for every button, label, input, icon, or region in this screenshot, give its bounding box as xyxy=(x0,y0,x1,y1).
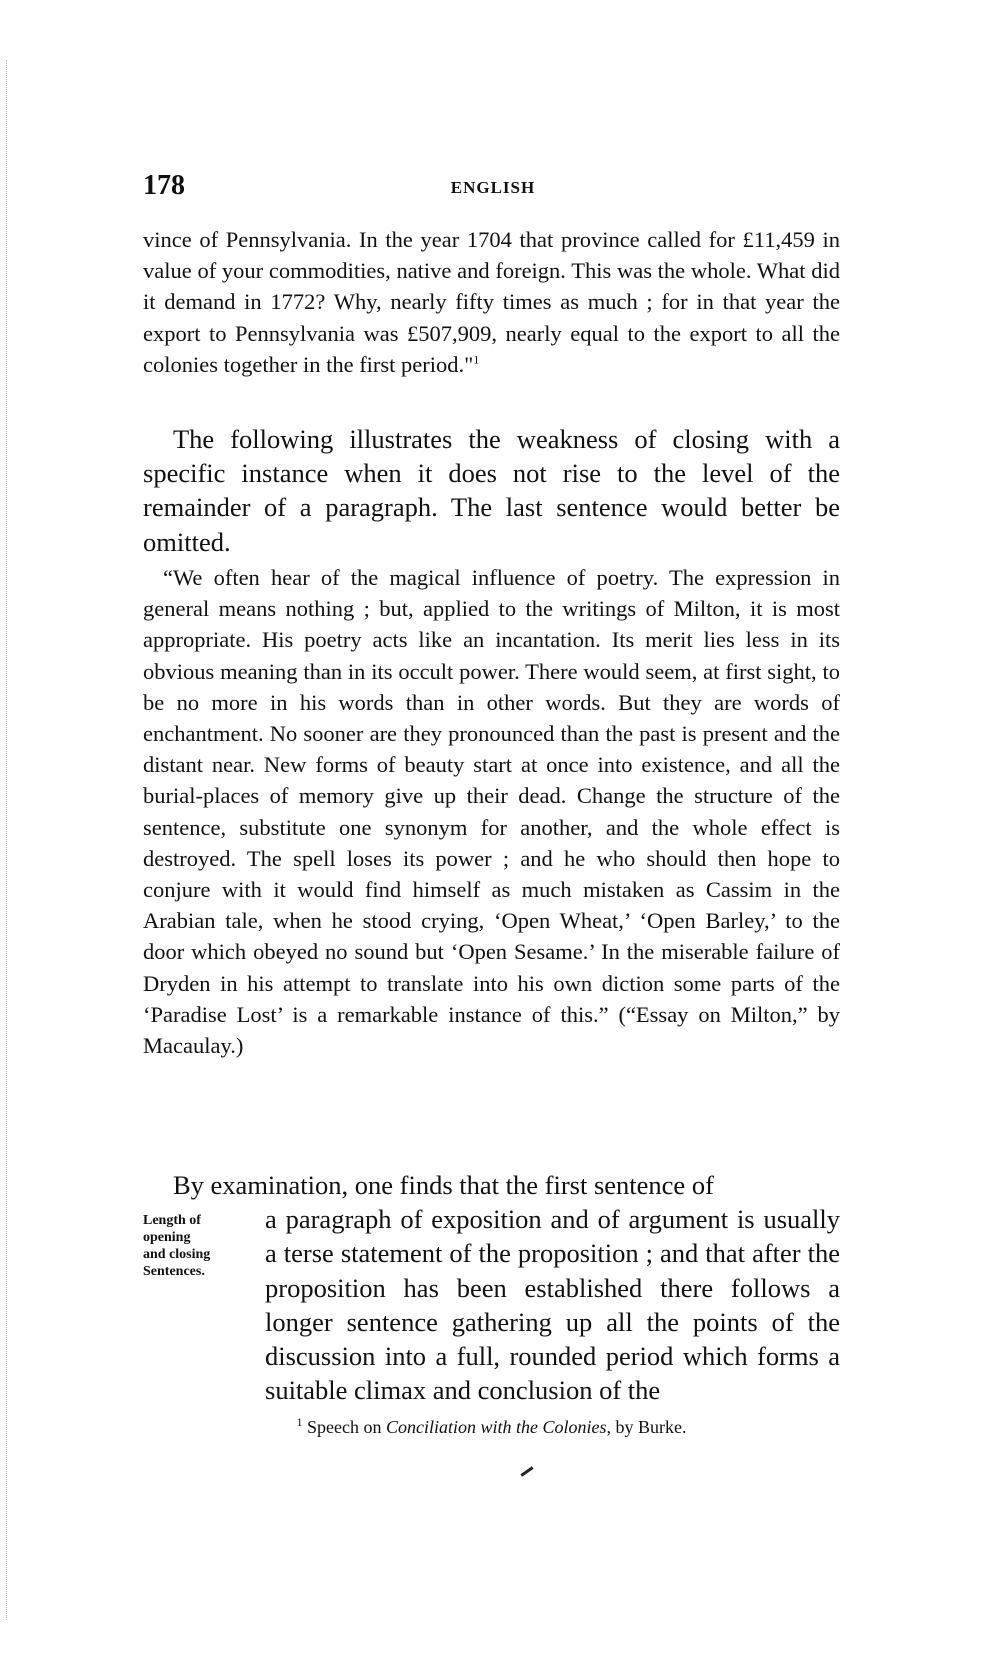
margin-note-line: Sentences. xyxy=(143,1264,205,1279)
quotation-macaulay: “We often hear of the magical influence of poetry. The expression in general means nothing ; but, applied to the writings of Milton, it is most appropriate. His poetry acts like an incantation. Its merit lies less in its obvious meaning than in its occult power. There would seem, at first sight, to be no more in his words than in other words. But they are words of enchantment. No sooner are they pronounced than the past is present and the distant near. New forms of beauty start at once into existence, and all the burial-places of memory give up their dead. Change the structure of the sentence, substitute one synonym for another, and the whole effect is destroyed. The spell loses its power ; and he who should then hope to conjure with it would find himself as much mistaken as Cassim in the Arabian tale, when he stood crying, ‘Open Wheat,’ ‘Open Barley,’ to the door which obeyed no sound but ‘Open Sesame.’ In the miserable failure of Dryden in his attempt to translate into his own diction some parts of the ‘Paradise Lost’ is a remarkable instance of this.” (“Essay on Milton,” by Macaulay.) xyxy=(143,565,840,1059)
paragraph-continuation xyxy=(143,224,840,380)
footnote-marker: 1 xyxy=(296,1415,303,1429)
footnote-ref: 1 xyxy=(473,352,480,367)
paragraph-opening-closing xyxy=(143,1168,840,1407)
footnote-prefix: Speech on xyxy=(307,1417,386,1437)
page-header xyxy=(143,170,843,210)
paragraph-text: a paragraph of exposition and of argument is usually a terse statement of the proposition ; and that after the proposition has been established there follows a longer sentence gathering up all the points of the discussion into a full, rounded period which forms a suitable climax and conclusion of the xyxy=(265,1204,840,1406)
footnote-title: Conciliation with the Colonies xyxy=(385,1417,607,1437)
margin-note xyxy=(143,1212,253,1280)
footnote xyxy=(143,1417,840,1438)
margin-note-line: Length of xyxy=(143,1213,201,1228)
margin-note-line: and closing xyxy=(143,1247,211,1262)
margin-note-line: opening xyxy=(143,1230,191,1245)
paragraph-closing-weakness: The following illustrates the weakness of closing with a specific instance when it does not rise to the level of the remainder of a paragraph. The last sentence would better be omitted. xyxy=(143,424,840,557)
footnote-suffix: , by Burke. xyxy=(606,1417,687,1437)
paragraph-first-line: By examination, one finds that the first sentence of xyxy=(173,1170,714,1200)
ink-mark xyxy=(520,1466,533,1476)
paragraph-text: vince of Pennsylvania. In the year 1704 that province called for £11,459 in value of your commodities, native and foreign. This was the whole. What did it demand in 1772? Why, nearly fifty times as much ; for in that year the export to Pennsylvania was £507,909, nearly equal to the export to all the colonies together in the first period." xyxy=(143,227,840,377)
running-title: ENGLISH xyxy=(450,178,536,197)
page-number: 178 xyxy=(143,170,185,201)
paragraph-body-indented xyxy=(265,1202,840,1407)
page-edge xyxy=(6,60,8,1620)
